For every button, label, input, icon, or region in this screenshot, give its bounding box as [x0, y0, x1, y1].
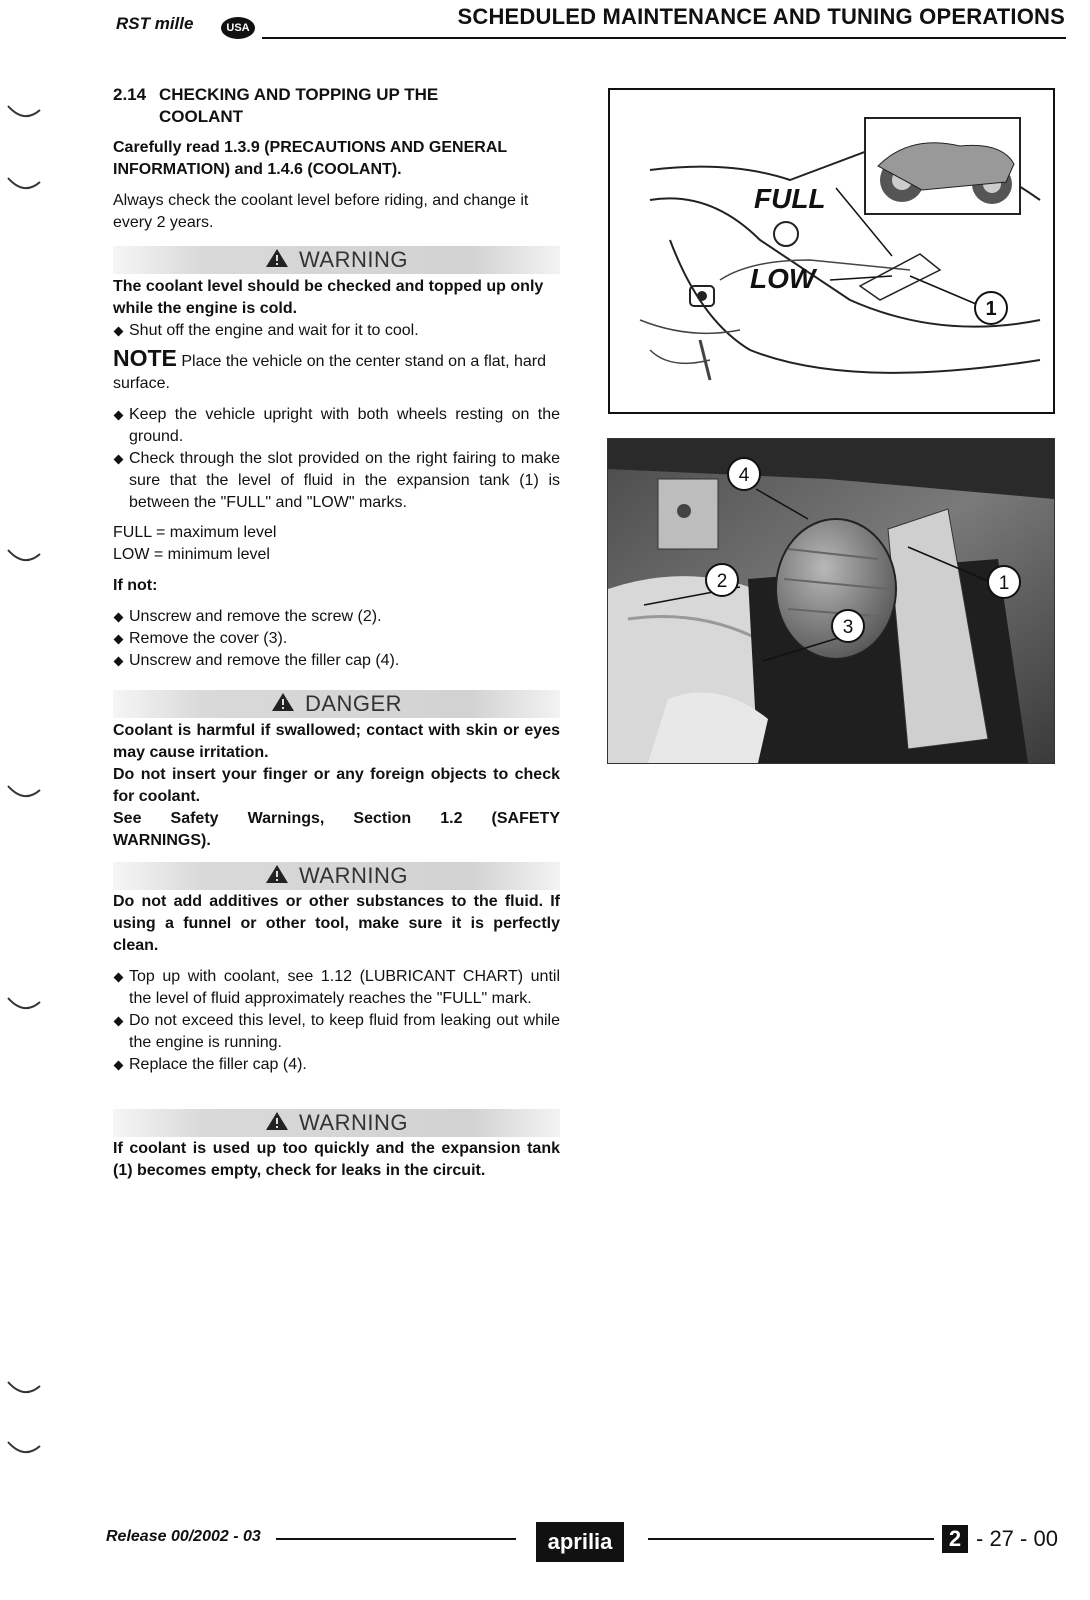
level-definitions — [113, 522, 560, 566]
low-definition: LOW = minimum level — [113, 546, 270, 563]
section-heading — [113, 84, 560, 128]
binder-mark — [6, 104, 42, 122]
binder-mark — [6, 176, 42, 194]
warning-triangle-icon — [265, 1111, 289, 1135]
region-badge: USA — [221, 17, 255, 39]
binder-mark — [6, 1380, 42, 1398]
fairing-level-diagram — [608, 88, 1055, 414]
callout-marker — [706, 564, 738, 596]
section-title-line1: CHECKING AND TOPPING UP THE — [159, 85, 439, 104]
callout-number: 2 — [716, 571, 728, 592]
callout-number: 4 — [738, 465, 750, 486]
warning-triangle-icon — [265, 864, 289, 888]
warning-text: Do not add additives or other substances to the fluid. If using a funnel or other tool, make sure it is perfectly clean. — [113, 893, 560, 954]
danger-line: Do not insert your finger or any foreign objects to check for coolant. — [113, 766, 560, 805]
list-item: Remove the cover (3). — [113, 628, 560, 650]
note-text: Place the vehicle on the center stand on a flat, hard surface. — [113, 353, 547, 392]
manual-model-name: RST mille — [116, 14, 194, 33]
warning-label: WARNING — [298, 863, 408, 888]
procedure-steps-b — [113, 606, 560, 672]
expansion-tank-photo — [607, 438, 1055, 764]
list-item: Unscrew and remove the screw (2). — [113, 606, 560, 628]
footer-rule — [648, 1538, 934, 1540]
callout-marker — [728, 458, 760, 490]
callout-marker — [832, 610, 864, 642]
list-item: Replace the filler cap (4). — [113, 1054, 560, 1076]
danger-text — [113, 720, 560, 852]
list-item: Keep the vehicle upright with both wheels resting on the ground. — [113, 404, 560, 448]
danger-label: DANGER — [304, 691, 403, 716]
callout-number: 1 — [985, 298, 997, 320]
list-item: Do not exceed this level, to keep fluid from leaking out while the engine is running. — [113, 1010, 560, 1054]
release-info: Release 00/2002 - 03 — [106, 1528, 261, 1545]
binder-mark — [6, 1440, 42, 1458]
binder-mark — [6, 548, 42, 566]
list-item: Top up with coolant, see 1.12 (LUBRICANT CHART) until the level of fluid approximately reaches the "FULL" mark. — [113, 966, 560, 1010]
danger-line: See Safety Warnings, Section 1.2 (SAFETY WARNINGS). — [113, 810, 560, 849]
low-mark-label: LOW — [750, 263, 816, 294]
list-item: Check through the slot provided on the right fairing to make sure that the level of fluid in the expansion tank (1) is between the "FULL" and "LOW" marks. — [113, 448, 560, 514]
procedure-steps-c — [113, 966, 560, 1076]
procedure-steps-a — [113, 404, 560, 514]
check-interval-text: Always check the coolant level before riding, and change it every 2 years. — [113, 192, 529, 231]
warning-label: WARNING — [298, 247, 408, 272]
warning-banner — [113, 862, 560, 890]
read-first-text: Carefully read 1.3.9 (PRECAUTIONS AND GENERAL INFORMATION) and 1.4.6 (COOLANT). — [113, 139, 507, 178]
binder-mark — [6, 784, 42, 802]
danger-banner — [113, 690, 560, 718]
warning-triangle-icon — [265, 248, 289, 272]
chapter-title: SCHEDULED MAINTENANCE AND TUNING OPERATIONS — [457, 4, 1065, 29]
section-number: 2.14 — [113, 85, 147, 104]
full-mark-label: FULL — [754, 183, 826, 214]
warning-label: WARNING — [298, 1110, 408, 1135]
warning-text: If coolant is used up too quickly and the expansion tank (1) becomes empty, check for leaks in the circuit. — [113, 1140, 560, 1179]
list-item: Shut off the engine and wait for it to cool. — [113, 320, 560, 342]
header-rule — [262, 37, 1066, 39]
note-label: NOTE — [113, 345, 177, 371]
section-title-line2: COOLANT — [159, 107, 244, 126]
warning-text: The coolant level should be checked and topped up only while the engine is cold. — [113, 278, 544, 317]
warning-banner — [113, 246, 560, 274]
callout-marker — [988, 566, 1020, 598]
brand-logo: aprilia — [536, 1522, 624, 1562]
warning-bullets — [113, 320, 560, 342]
list-item: Unscrew and remove the filler cap (4). — [113, 650, 560, 672]
callout-number: 1 — [998, 573, 1010, 594]
footer-rule — [276, 1538, 516, 1540]
callout-number: 3 — [842, 617, 854, 638]
section-number-badge: 2 — [942, 1525, 968, 1553]
note-block — [113, 347, 560, 395]
danger-triangle-icon — [271, 692, 295, 716]
binder-mark — [6, 996, 42, 1014]
full-definition: FULL = maximum level — [113, 524, 277, 541]
if-not-label: If not: — [113, 577, 158, 594]
warning-banner — [113, 1109, 560, 1137]
page-number: - 27 - 00 — [976, 1526, 1058, 1551]
danger-line: Coolant is harmful if swallowed; contact with skin or eyes may cause irritation. — [113, 722, 560, 761]
